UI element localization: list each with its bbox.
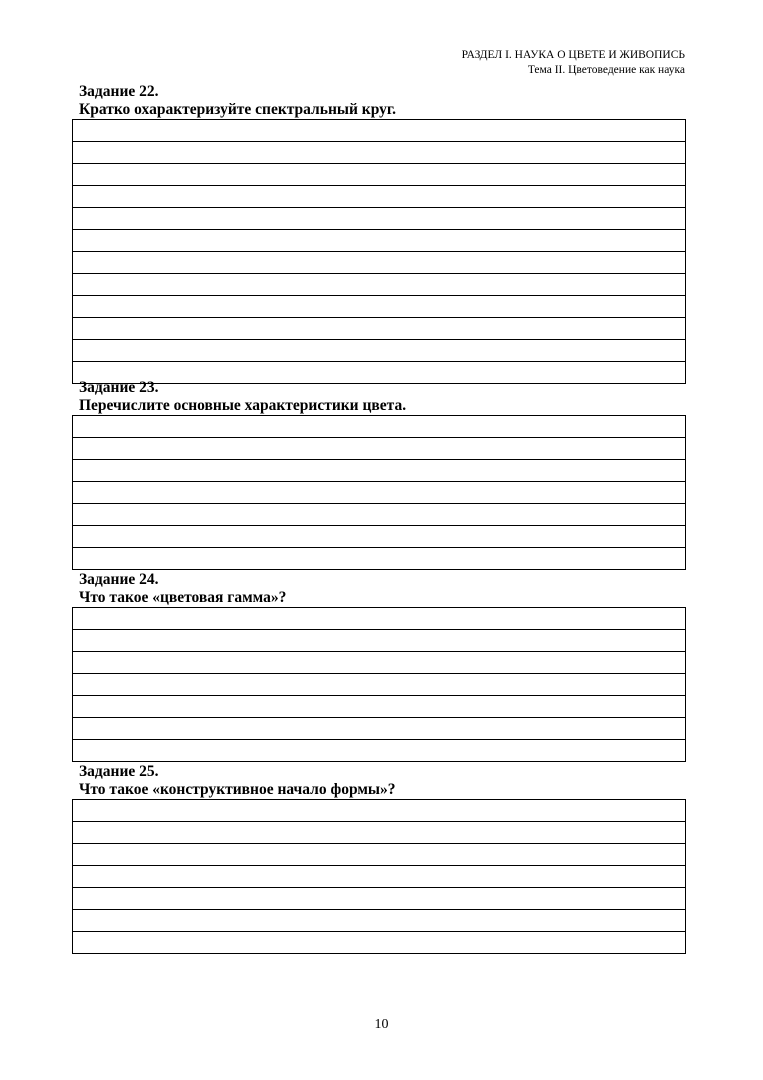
answer-lines — [72, 607, 686, 762]
answer-line[interactable] — [73, 416, 685, 438]
answer-line[interactable] — [73, 504, 685, 526]
answer-line[interactable] — [73, 526, 685, 548]
answer-line[interactable] — [73, 460, 685, 482]
page-number: 10 — [374, 1017, 389, 1032]
task-25 — [72, 763, 686, 954]
answer-line[interactable] — [73, 548, 685, 570]
answer-line[interactable] — [73, 186, 685, 208]
answer-line[interactable] — [73, 438, 685, 460]
answer-line[interactable] — [73, 608, 685, 630]
answer-line[interactable] — [73, 910, 685, 932]
answer-line[interactable] — [73, 318, 685, 340]
answer-line[interactable] — [73, 888, 685, 910]
task-24 — [72, 571, 686, 762]
task-title: Задание 25. — [79, 763, 159, 780]
answer-line[interactable] — [73, 844, 685, 866]
answer-line[interactable] — [73, 142, 685, 164]
answer-line[interactable] — [73, 208, 685, 230]
task-23 — [72, 379, 686, 570]
running-head — [462, 48, 685, 78]
answer-lines — [72, 415, 686, 570]
answer-line[interactable] — [73, 696, 685, 718]
answer-line[interactable] — [73, 120, 685, 142]
task-question: Кратко охарактеризуйте спектральный круг. — [79, 101, 397, 118]
answer-line[interactable] — [73, 822, 685, 844]
answer-lines — [72, 119, 686, 384]
answer-line[interactable] — [73, 296, 685, 318]
answer-line[interactable] — [73, 230, 685, 252]
task-title: Задание 22. — [79, 83, 159, 100]
answer-line[interactable] — [73, 482, 685, 504]
topic-title: Тема II. Цветоведение как наука — [527, 64, 685, 76]
answer-line[interactable] — [73, 740, 685, 762]
answer-line[interactable] — [73, 652, 685, 674]
answer-line[interactable] — [73, 800, 685, 822]
section-title: РАЗДЕЛ I. НАУКА О ЦВЕТЕ И ЖИВОПИСЬ — [461, 49, 685, 61]
answer-line[interactable] — [73, 932, 685, 954]
answer-line[interactable] — [73, 630, 685, 652]
task-question: Что такое «конструктивное начало формы»? — [79, 781, 396, 798]
task-title: Задание 23. — [79, 379, 159, 396]
answer-line[interactable] — [73, 866, 685, 888]
answer-line[interactable] — [73, 340, 685, 362]
task-title: Задание 24. — [79, 571, 159, 588]
answer-line[interactable] — [73, 252, 685, 274]
answer-line[interactable] — [73, 674, 685, 696]
answer-lines — [72, 799, 686, 954]
task-22 — [72, 83, 686, 384]
task-question: Перечислите основные характеристики цвета. — [79, 397, 407, 414]
answer-line[interactable] — [73, 718, 685, 740]
answer-line[interactable] — [73, 164, 685, 186]
answer-line[interactable] — [73, 274, 685, 296]
task-question: Что такое «цветовая гамма»? — [79, 589, 287, 606]
